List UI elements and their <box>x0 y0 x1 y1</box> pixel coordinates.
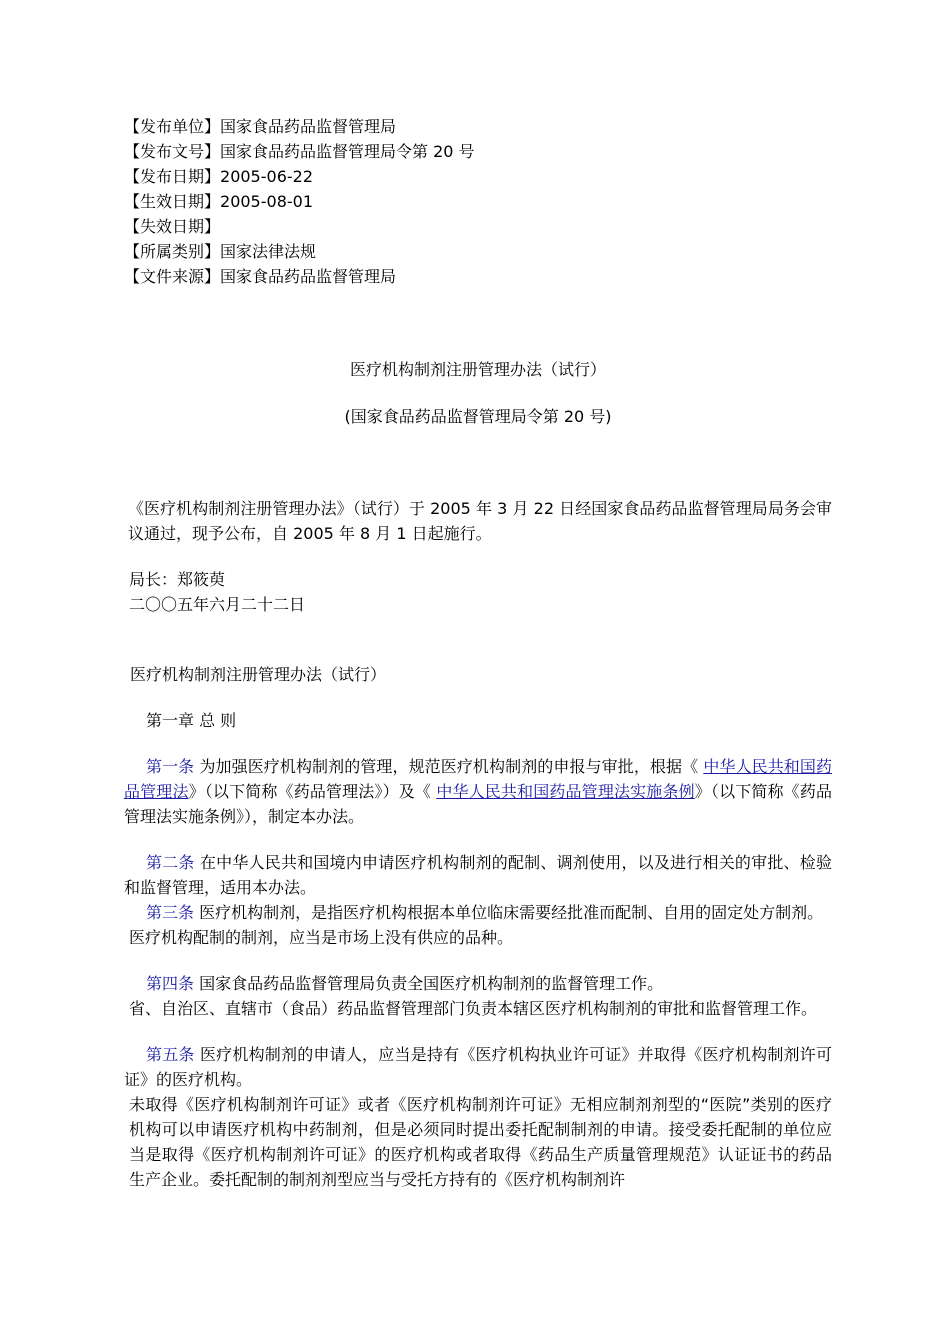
intro-paragraph: 《医疗机构制剂注册管理办法》（试行）于 2005 年 3 月 22 日经国家食品药品监督管理局局务会审议通过，现予公布，自 2005 年 8 月 1 日起施行。 <box>128 499 832 543</box>
law-link-implementation-regulations[interactable]: 中华人民共和国药品管理法实施条例 <box>436 782 695 801</box>
meta-value: 2005-06-22 <box>220 167 313 186</box>
signature-role: 局长：郑筱萸 <box>129 570 226 589</box>
article-number: 第一条 <box>146 757 195 776</box>
title-block <box>124 357 832 429</box>
meta-expiry-date <box>124 214 832 239</box>
law-link-drug-administration-law[interactable]: 中华人民共和国药品管理法 <box>124 757 832 801</box>
article-number: 第三条 <box>146 903 195 922</box>
metadata-block <box>124 114 832 289</box>
meta-label: 【文件来源】 <box>124 267 221 286</box>
meta-label: 【失效日期】 <box>124 217 221 236</box>
article-5-subparagraph: 未取得《医疗机构制剂许可证》或者《医疗机构制剂许可证》无相应制剂剂型的“医院”类别的医疗机构可以申请医疗机构中药制剂，但是必须同时提出委托配制制剂的申请。接受委托配制的单位应当是取得《医疗机构制剂许可证》的医疗机构或者取得《药品生产质量管理规范》认证证书的药品生产企业。委托配制的制剂剂型应当与受托方持有的《医疗机构制剂许 <box>129 1095 832 1189</box>
article-number: 第五条 <box>146 1045 195 1064</box>
signature-date: 二〇〇五年六月二十二日 <box>129 595 306 614</box>
article-3 <box>124 900 832 925</box>
meta-label: 【生效日期】 <box>124 192 221 211</box>
article-text: 国家食品药品监督管理局负责全国医疗机构制剂的监督管理工作。 <box>194 974 664 993</box>
document-title: 医疗机构制剂注册管理办法（试行） <box>349 360 606 379</box>
meta-value: 国家食品药品监督管理局 <box>220 117 397 136</box>
meta-source <box>124 264 832 289</box>
meta-doc-number <box>124 139 832 164</box>
meta-value: 2005-08-01 <box>220 192 313 211</box>
regulation-title: 医疗机构制剂注册管理办法（试行） <box>130 665 387 684</box>
meta-label: 【发布单位】 <box>124 117 221 136</box>
article-4 <box>124 971 832 996</box>
signature-block <box>124 567 832 617</box>
meta-label: 【发布文号】 <box>124 142 221 161</box>
article-3-subparagraph: 医疗机构配制的制剂，应当是市场上没有供应的品种。 <box>129 928 514 947</box>
document-page <box>124 114 832 1192</box>
meta-issue-date <box>124 164 832 189</box>
meta-value: 国家法律法规 <box>220 242 317 261</box>
article-number: 第四条 <box>146 974 195 993</box>
article-text: 》（以下简称《药品管理法》）及《 <box>188 782 437 801</box>
article-4-subparagraph: 省、自治区、直辖市（食品）药品监督管理部门负责本辖区医疗机构制剂的审批和监督管理工作。 <box>129 999 818 1018</box>
meta-category <box>124 239 832 264</box>
article-text: 》（以下简称《药品管理法实施条例》），制定本办法。 <box>124 782 832 826</box>
article-1 <box>124 754 832 829</box>
meta-issuer <box>124 114 832 139</box>
article-2 <box>124 850 832 900</box>
article-text: 为加强医疗机构制剂的管理，规范医疗机构制剂的申报与审批，根据《 <box>194 757 704 776</box>
article-text: 医疗机构制剂的申请人，应当是持有《医疗机构执业许可证》并取得《医疗机构制剂许可证》的医疗机构。 <box>124 1045 832 1089</box>
chapter-heading: 第一章 总 则 <box>146 711 237 730</box>
document-subtitle: (国家食品药品监督管理局令第 20 号) <box>344 407 612 426</box>
article-text: 医疗机构制剂，是指医疗机构根据本单位临床需要经批准而配制、自用的固定处方制剂。 <box>194 903 824 922</box>
meta-label: 【发布日期】 <box>124 167 221 186</box>
article-number: 第二条 <box>146 853 195 872</box>
meta-effective-date <box>124 189 832 214</box>
article-text: 在中华人民共和国境内申请医疗机构制剂的配制、调剂使用，以及进行相关的审批、检验和监督管理，适用本办法。 <box>124 853 832 897</box>
meta-value: 国家食品药品监督管理局 <box>220 267 397 286</box>
meta-label: 【所属类别】 <box>124 242 221 261</box>
meta-value: 国家食品药品监督管理局令第 20 号 <box>220 142 475 161</box>
article-5 <box>124 1042 832 1092</box>
